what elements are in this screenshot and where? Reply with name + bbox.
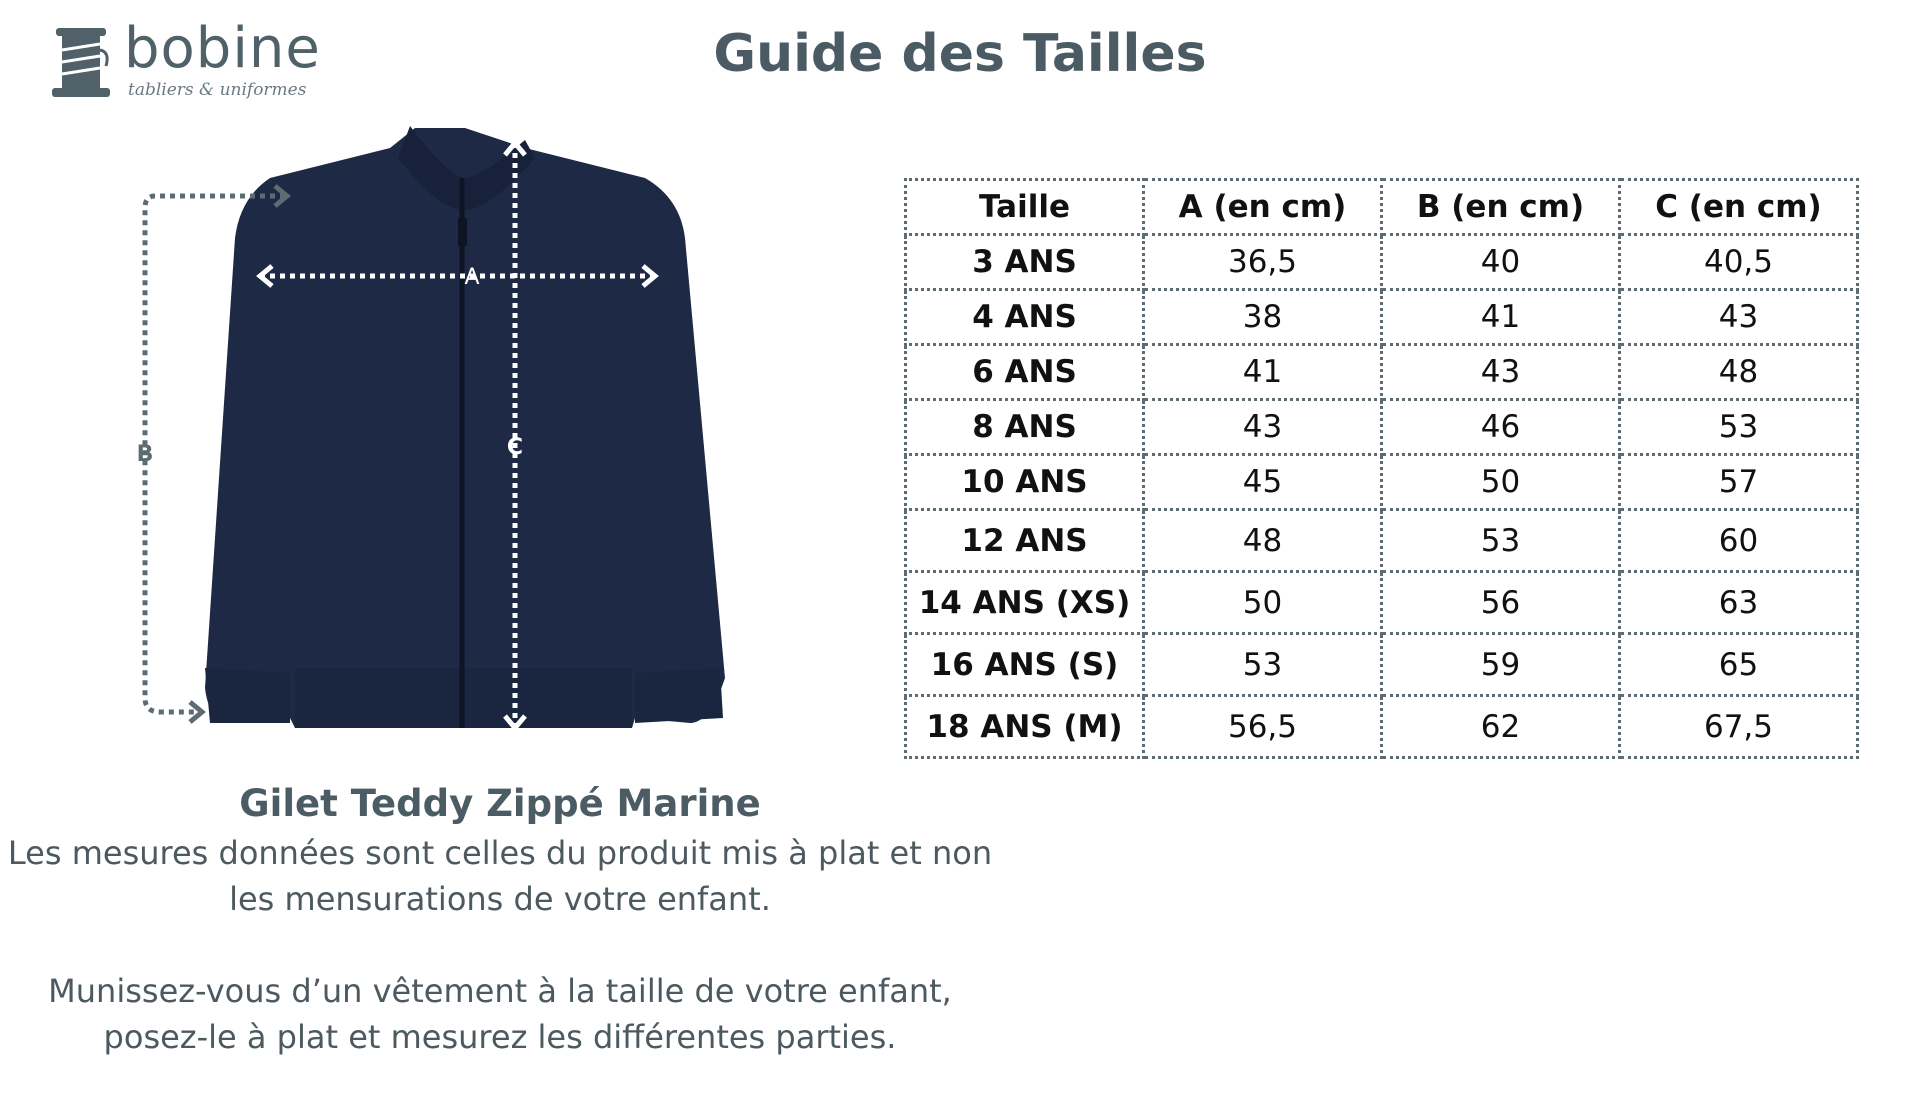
measure-cell: 41 [1144,345,1382,400]
measure-cell: 53 [1382,510,1620,572]
measure-cell: 38 [1144,290,1382,345]
measure-cell: 45 [1144,455,1382,510]
size-cell: 3 ANS [906,235,1144,290]
size-cell: 8 ANS [906,400,1144,455]
note-flat-measure: Les mesures données sont celles du produit mis à plat et non les mensurations de votre enfant. [7,834,993,918]
measure-cell: 40,5 [1620,235,1858,290]
measure-cell: 46 [1382,400,1620,455]
size-cell: 16 ANS (S) [906,634,1144,696]
measure-cell: 48 [1144,510,1382,572]
table-row [906,572,1858,634]
table-row [906,455,1858,510]
measure-cell: 41 [1382,290,1620,345]
measure-cell: 50 [1144,572,1382,634]
product-name: Gilet Teddy Zippé Marine [239,782,761,825]
table-row [906,400,1858,455]
table-row [906,235,1858,290]
header-a: A (en cm) [1144,180,1382,235]
measure-cell: 60 [1620,510,1858,572]
header-taille: Taille [906,180,1144,235]
size-cell: 14 ANS (XS) [906,572,1144,634]
measure-cell: 67,5 [1620,696,1858,758]
size-cell: 18 ANS (M) [906,696,1144,758]
table-header-row [906,180,1858,235]
measure-cell: 56,5 [1144,696,1382,758]
measure-cell: 53 [1620,400,1858,455]
page-title: Guide des Tailles [713,24,1207,84]
header-c: C (en cm) [1620,180,1858,235]
table-row [906,345,1858,400]
label-a: A [464,265,480,290]
measure-cell: 62 [1382,696,1620,758]
measure-cell: 43 [1620,290,1858,345]
size-cell: 4 ANS [906,290,1144,345]
brand-tagline: tabliers & uniformes [128,80,307,100]
size-cell: 12 ANS [906,510,1144,572]
measure-cell: 43 [1382,345,1620,400]
garment-illustration [120,118,800,748]
header-b: B (en cm) [1382,180,1620,235]
measure-cell: 36,5 [1144,235,1382,290]
label-c: C [506,435,524,460]
table-row [906,696,1858,758]
measurement-notes [0,830,1000,1106]
brand-name: bobine [124,16,321,81]
jacket-illustration [205,126,725,728]
measure-cell: 56 [1382,572,1620,634]
measure-cell: 48 [1620,345,1858,400]
label-b: B [136,442,154,467]
size-cell: 6 ANS [906,345,1144,400]
measure-cell: 40 [1382,235,1620,290]
measure-cell: 53 [1144,634,1382,696]
table-row [906,510,1858,572]
measure-cell: 43 [1144,400,1382,455]
table-row [906,290,1858,345]
measure-cell: 65 [1620,634,1858,696]
measure-cell: 59 [1382,634,1620,696]
measure-cell: 63 [1620,572,1858,634]
table-row [906,634,1858,696]
size-table [904,178,1859,759]
measure-cell: 57 [1620,455,1858,510]
measure-cell: 50 [1382,455,1620,510]
size-cell: 10 ANS [906,455,1144,510]
note-how-to-measure: Munissez-vous d’un vêtement à la taille de votre enfant, posez-le à plat et mesurez les différentes parties. [48,972,952,1056]
